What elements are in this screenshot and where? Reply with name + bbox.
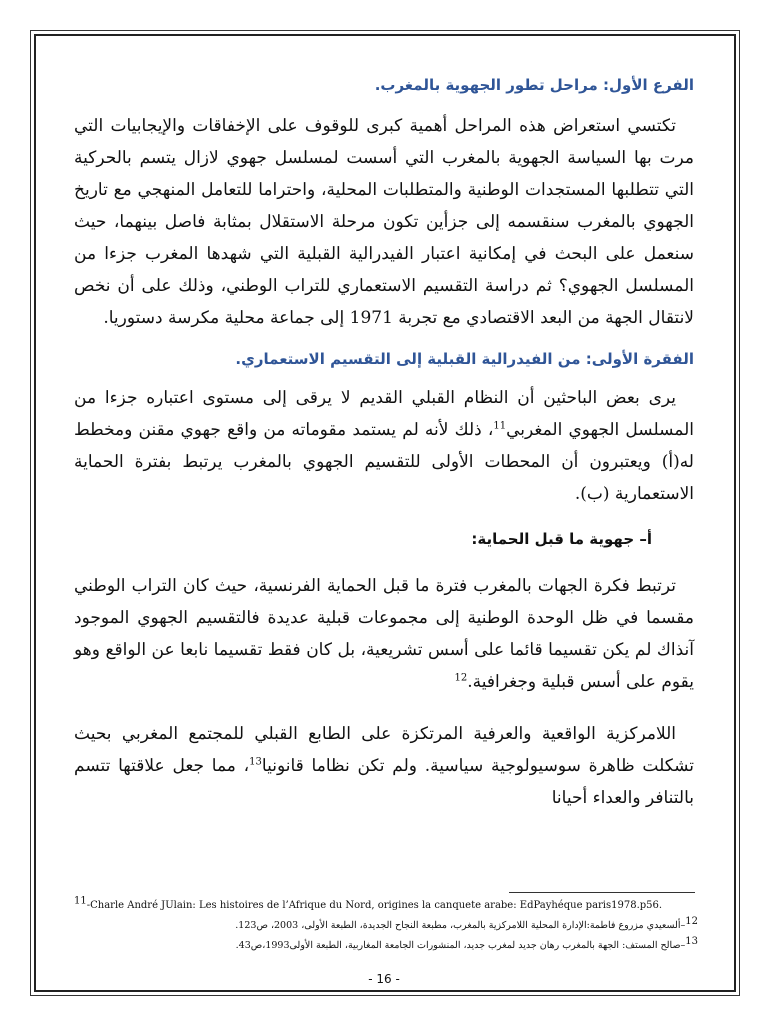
subheading: أ– جهوية ما قبل الحماية: (471, 530, 652, 548)
paragraph-4-text-b: ، مما جعل علاقتها تتسم بالتنافر والعداء أحيانا (74, 756, 694, 808)
paragraph-2-text-b: ، ذلك لأنه لم يستمد مقوماته من واقع جهوي مقنن ومخطط له(أ) ويعتبرون أن المحطات الأولى للتقسيم الجهوي بالمغرب يرتبط بفترة الحماية الاستعمارية (ب). (74, 420, 694, 504)
page-number: - 16 - (368, 972, 400, 986)
document-body (74, 72, 694, 814)
footnote-13-text: –صالح المستف: الجهة بالمغرب رهان جديد لمغرب جديد، المنشورات الجامعة المغاربية، الطبعة الأولى1993،ص43. (235, 940, 686, 951)
paragraph-3 (74, 570, 694, 698)
paragraph-2-text-a: يرى بعض الباحثين أن النظام القبلي القديم لا يرقى إلى مستوى اعتباره جزءا من المسلسل الجهوي المغربي (74, 388, 694, 440)
footnote-13-number: 13 (685, 935, 698, 947)
paragraph-2 (74, 382, 694, 510)
footnote-12-number: 12 (685, 915, 698, 927)
footnote-ref-11[interactable]: 11 (493, 420, 507, 432)
paragraph-3-text: ترتبط فكرة الجهات بالمغرب فترة ما قبل الحماية الفرنسية، حيث كان التراب الوطني مقسما في ظل الوحدة الوطنية إلى مجموعات قبلية عديدة فالتقسيم الجهوي الموجود آنذاك لم يكن تقسيما قائما على أسس تشريعية، بل كان فقط تقسيما نابعا عن الواقع وهو يقوم على أسس قبلية وجغرافية. (74, 576, 694, 692)
footnote-12 (74, 916, 698, 936)
paragraph-1 (74, 110, 694, 334)
footnote-12-text: –ألسعيدي مزروع فاطمة:الإدارة المحلية اللامركزية بالمغرب، مطبعة النجاح الجديدة، الطبعة الأولى، 2003، ص123. (235, 920, 686, 931)
footnote-ref-13[interactable]: 13 (249, 756, 262, 768)
paragraph-1-text: تكتسي استعراض هذه المراحل أهمية كبرى للوقوف على الإخفاقات والإيجابيات التي مرت بها السياسة الجهوية بالمغرب التي أسست لمسلسل جهوي لازال يتسم بالحركية التي تتطلبها المستجدات الوطنية والمتطلبات المحلية، واحتراما للتعامل المنهجي مع تاريخ الجهوي بالمغرب سنقسمه إلى جزأين تكون مرحلة الاستقلال بمثابة فاصل بينهما، حيث سنعمل على البحث في إمكانية اعتبار الفيدرالية القبلية التي شهدها المغرب جزءا من المسلسل الجهوي؟ ثم دراسة التقسيم الاستعماري للتراب الوطني، وذلك على أن نخص لانتقال الجهة من البعد الاقتصادي مع تجربة 1971 إلى جماعة محلية مكرسة دستوريا. (74, 116, 694, 328)
footnotes (74, 896, 698, 956)
footnote-separator (509, 892, 695, 893)
paragraph-4 (74, 718, 694, 814)
footnote-11 (74, 896, 698, 916)
footnote-ref-12[interactable]: 12 (454, 672, 468, 684)
footnote-11-text: -Charle André JUlain: Les histoires de l’Afrique du Nord, origines la canquete arabe: EdPayhéque paris1978.p56. (86, 900, 663, 911)
footnote-11-number: 11 (74, 895, 87, 907)
section-heading: الفرع الأول: مراحل تطور الجهوية بالمغرب. (374, 76, 694, 94)
footnote-13 (74, 936, 698, 956)
paragraph-4-text-a: اللامركزية الواقعية والعرفية المرتكزة على الطابع القبلي للمجتمع المغربي بحيث تشكلت ظاهرة سوسيولوجية سياسية. ولم تكن نظاما قانونيا (74, 724, 694, 776)
paragraph-heading: الفقرة الأولى: من الفيدرالية القبلية إلى التقسيم الاستعماري. (235, 350, 694, 368)
